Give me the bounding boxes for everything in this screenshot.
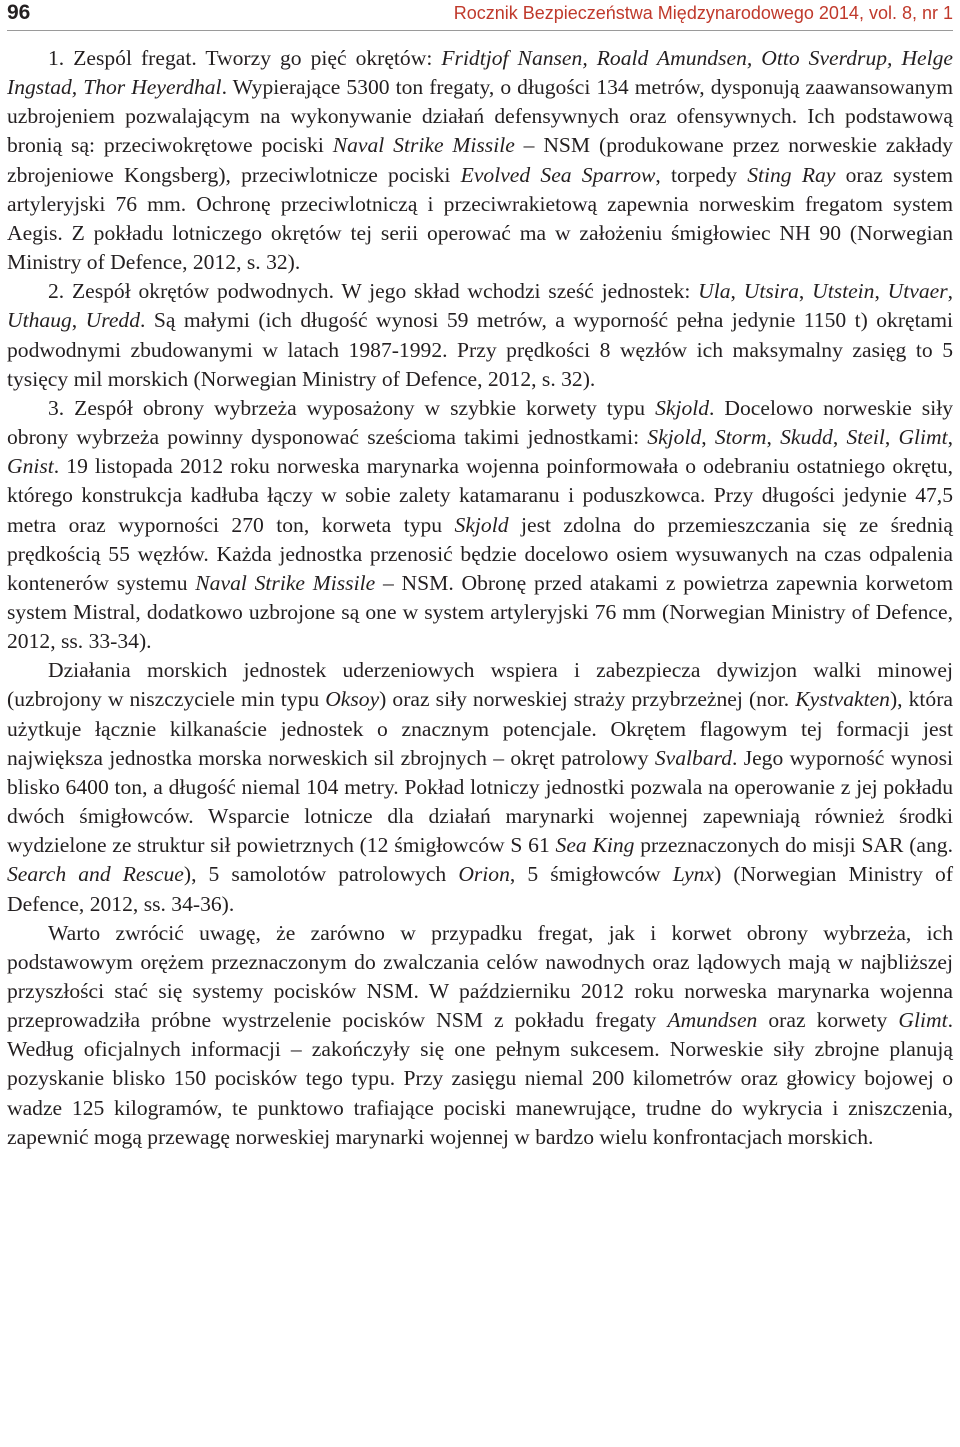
italic-text: Skjold [655,395,710,420]
text-run: 3. Zespół obrony wybrzeża wyposażony w szybkie korwety typu [48,395,656,420]
text-run: , [730,279,744,304]
text-run: , [947,279,954,304]
italic-text: Utvaer [887,279,948,304]
italic-text: Svalbard [654,745,733,770]
italic-text: Sting Ray [747,162,836,187]
italic-text: Glimt [898,425,948,450]
italic-text: Glimt [898,1008,948,1033]
text-run: Działania morskich jednostek uderzeniowych wspiera i zabezpiecza dywizjon walki minowej (uzbrojony w niszczyciele min typu [7,658,953,712]
text-run: – NSM. Obronę przed atakami z powietrza zapewnia korwetom system Mistral, dodatkowo uzbrojone są one w system artyleryjski 76 mm (Norwegian Ministry of Defence, 2012, ss. 33-34). [7,570,954,654]
text-run: Warto zwrócić uwagę, że zarówno w przypadku fregat, jak i korwet obrony wybrzeża, ich podstawowym orężem przeznaczonym do zwalczania celów nawodnych oraz lądowych mają w najbliższej przyszłości stać się systemy pocisków NSM. W październiku 2012 roku norweska marynarka wojenna przeprowadziła próbne wystrzelenie pocisków NSM z pokładu fregaty [7,920,953,1033]
italic-text: Naval Strike Missile [332,133,515,158]
page-header [7,0,953,31]
text-run: . Docelowo norweskie siły obrony wybrzeża powinny dysponować sześcioma takimi jednostkami: [7,395,953,450]
text-run: 2. Zespół okrętów podwodnych. W jego skład wchodzi sześć jednostek: [48,279,699,304]
italic-text: Utstein [812,279,875,304]
italic-text: Search and Rescue [7,862,184,887]
text-run: . Są małymi (ich długość wynosi 59 metrów, a wyporność pełna jedynie 1150 t) okrętami podwodnymi zbudowanymi w latach 1987-1992. Przy prędkości 8 węzłów ich maksymalny zasięg to 5 tysięcy mil morskich (Norwegian Ministry of Defence, 2012, s. 32). [7,308,954,391]
paragraph [7,44,953,277]
italic-text: Gnist [7,454,54,479]
text-run: . Według oficjalnych informacji – zakończyły się one pełnym sukcesem. Norweskie siły zbrojne planują pozyskanie blisko 150 pocisków tego typu. Przy zasięgu niemal 200 kilometrów oraz głowicy bojowej o wadze 125 kilogramów, te punktowo trafiające pociski manewrujące, trudne do wykrycia i zniszczenia, zapewnić mogą przewagę norweskiej marynarki wojennej w bardzo wielu konfrontacjach morskich. [7,1008,953,1149]
text-run: , torpedy [655,162,748,187]
italic-text: Orion [458,862,510,887]
italic-text: Utsira [743,279,799,304]
paragraph [7,394,953,656]
text-run: oraz korwety [757,1008,899,1033]
text-run: ) (Norwegian Ministry of Defence, 2012, ss. 34-36). [7,862,954,916]
paragraph [7,277,953,394]
text-run: , [832,425,847,450]
italic-text: Oksoy [325,687,380,712]
text-run: przeznaczonych do misji SAR (ang. [634,833,953,858]
text-run: , [874,279,888,304]
italic-text: Uthaug [7,308,72,333]
page-number: 96 [7,1,31,24]
text-run: , 5 śmigłowców [509,862,673,887]
text-run: , [884,425,899,450]
italic-text: Sea King [555,833,635,858]
text-run: , [798,279,813,304]
text-run: jest zdolna do przemieszczania się ze średnią prędkością 55 węzłów. Każda jednostka przenosić będzie docelowo osiem wysuwanych na czas odpalenia kontenerów systemu [7,512,953,595]
italic-text: Ula [698,279,731,304]
text-run: ) oraz siły norweskiej straży przybrzeżnej (nor. [379,687,796,712]
italic-text: Skjold [647,425,702,450]
paragraph [7,919,953,1152]
text-run: , [71,308,86,333]
italic-text: Lynx [672,862,715,887]
italic-text: Naval Strike Missile [195,570,376,595]
text-run: ), która użytkuje łącznie kilkanaście jednostek o znacznym potencjale. Okrętem flagowym tej formacji jest największa jednostka morska norweskich sil zbrojnych – okręt patrolowy [7,687,953,770]
italic-text: Storm [714,425,767,450]
text-run: oraz system artyleryjski 76 mm. Ochronę przeciwlotniczą i przeciwrakietową zapewnia norweskim fregatom system Aegis. Z pokładu lotniczego okrętów tej serii operować ma w założeniu śmigłowiec NH 90 (Norwegian Ministry of Defence, 2012, s. 32). [7,162,953,275]
italic-text: Uredd [85,308,141,333]
document-page [7,0,953,1447]
italic-text: Skjold [454,512,509,537]
text-run: , [701,425,715,450]
text-run: 1. Zespól fregat. Tworzy go pięć okrętów: [48,46,442,70]
italic-text: Steil [846,425,885,450]
text-run: – NSM (produkowane przez norweskie zakłady zbrojeniowe Kongsberg), przeciwlotnicze pociski [7,133,953,187]
text-run: , [947,425,954,450]
paragraph [7,656,953,918]
body-text [7,44,953,1152]
text-run: ), 5 samolotów patrolowych [183,862,459,887]
text-run: . 19 listopada 2012 roku norweska marynarka wojenna poinformowała o odebraniu ostatniego okrętu, którego konstrukcja kadłuba łączy w sobie zalety katamaranu i poduszkowca. Przy długości jedynie 47,5 metra oraz wyporności 270 ton, korweta typu [7,454,953,537]
running-head: Rocznik Bezpieczeństwa Międzynarodowego 2014, vol. 8, nr 1 [453,3,953,23]
italic-text: Amundsen [667,1008,758,1033]
italic-text: Skudd [780,425,833,450]
italic-text: Kystvakten [795,687,890,712]
italic-text: Evolved Sea Sparrow [460,162,656,187]
text-run: . Wypierające 5300 ton fregaty, o długości 134 metrów, dysponują zaawansowanym uzbrojeniem pozwalającym na wykonywanie działań defensywnych oraz ofensywnych. Ich podstawową bronią są: przeciwokrętowe pociski [7,75,953,158]
text-run: . Jego wyporność wynosi blisko 6400 ton, a długość niemal 104 metry. Pokład lotniczy jednostki pozwala na operowanie z jej pokładu dwóch śmigłowców. Wsparcie lotnicze dla działań marynarki wojennej zapewniają również środki wydzielone ze struktur sił powietrznych (12 śmigłowców S 61 [7,745,953,858]
text-run: , [766,425,781,450]
italic-text: Fridtjof Nansen, Roald Amundsen, Otto Sverdrup, Helge Ingstad, Thor Heyerdhal [7,46,954,100]
